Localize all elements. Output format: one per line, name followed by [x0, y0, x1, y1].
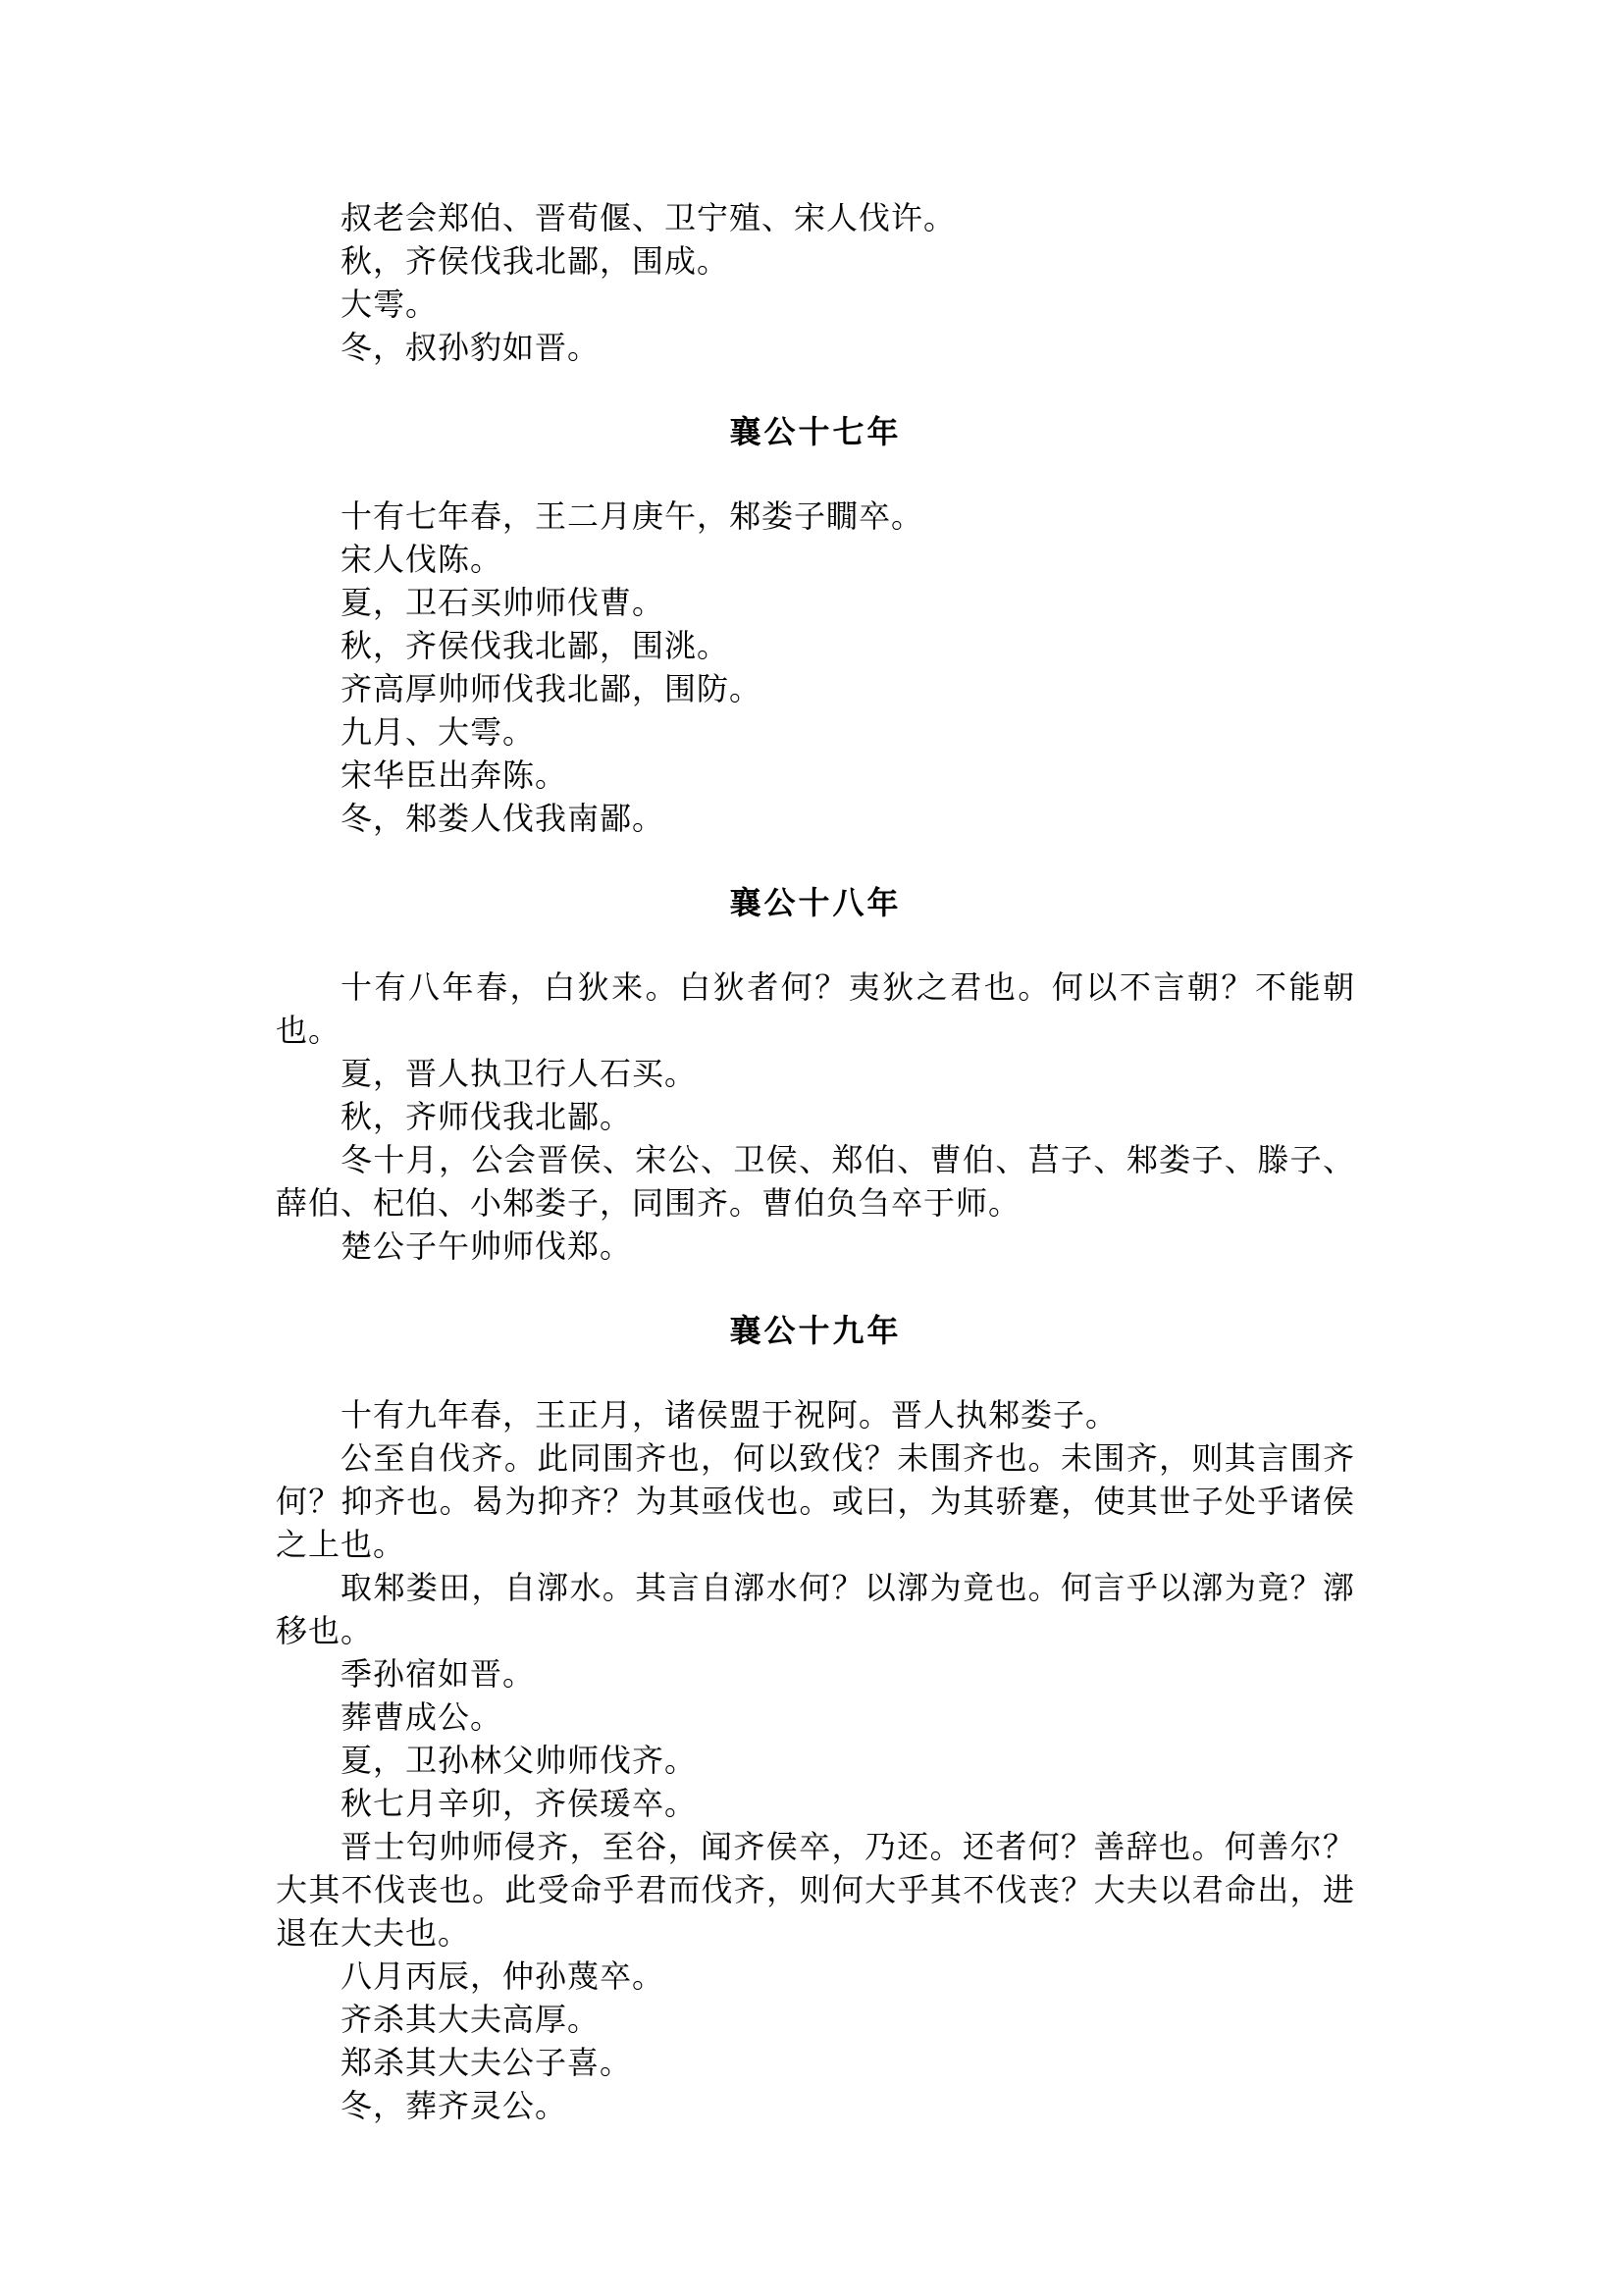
paragraph: 十有八年春，白狄来。白狄者何？夷狄之君也。何以不言朝？不能朝也。 — [276, 968, 1355, 1049]
paragraph: 秋七月辛卯，齐侯瑗卒。 — [341, 1785, 698, 1822]
paragraph: 冬，邾娄人伐我南鄙。 — [341, 800, 665, 837]
paragraph: 冬，叔孙豹如晋。 — [341, 329, 601, 366]
paragraph: 秋，齐侯伐我北鄙，围洮。 — [341, 627, 730, 664]
paragraph: 九月、大雩。 — [341, 713, 536, 751]
section-xianggong-17 — [276, 369, 1355, 840]
paragraph: 晋士匄帅师侵齐，至谷，闻齐侯卒，乃还。还者何？善辞也。何善尔？大其不伐丧也。此受命乎君而伐齐，则何大乎其不伐丧？大夫以君命出，进退在大夫也。 — [276, 1828, 1355, 1952]
paragraph: 夏，卫孙林父帅师伐齐。 — [341, 1742, 698, 1779]
paragraph: 十有七年春，王二月庚午，邾娄子瞯卒。 — [341, 497, 924, 535]
paragraph: 冬十月，公会晋侯、宋公、卫侯、郑伯、曹伯、莒子、邾娄子、滕子、薛伯、杞伯、小邾娄子，同围齐。曹伯负刍卒于师。 — [276, 1141, 1355, 1222]
paragraph: 宋华臣出奔陈。 — [341, 756, 568, 794]
section-continuation — [276, 196, 1355, 369]
section-xianggong-18 — [276, 840, 1355, 1268]
paragraph: 冬，葬齐灵公。 — [341, 2087, 568, 2124]
paragraph: 大雩。 — [341, 286, 439, 323]
paragraph: 葬曹成公。 — [341, 1698, 503, 1736]
paragraph: 公至自伐齐。此同围齐也，何以致伐？未围齐也。未围齐，则其言围齐何？抑齐也。曷为抑齐？为其亟伐也。或曰，为其骄蹇，使其世子处乎诸侯之上也。 — [276, 1439, 1355, 1563]
paragraph: 楚公子午帅师伐郑。 — [341, 1227, 633, 1265]
paragraph: 郑杀其大夫公子喜。 — [341, 2044, 633, 2081]
paragraph: 叔老会郑伯、晋荀偃、卫宁殖、宋人伐许。 — [341, 199, 957, 236]
section-heading: 襄公十七年 — [729, 413, 902, 450]
paragraph: 季孙宿如晋。 — [341, 1655, 536, 1693]
paragraph: 夏，晋人执卫行人石买。 — [341, 1055, 698, 1092]
section-heading: 襄公十九年 — [729, 1312, 902, 1349]
section-xianggong-19 — [276, 1268, 1355, 2127]
paragraph: 十有九年春，王正月，诸侯盟于祝阿。晋人执邾娄子。 — [341, 1396, 1119, 1434]
section-heading: 襄公十八年 — [729, 884, 902, 921]
document-page — [276, 196, 1355, 2127]
paragraph: 夏，卫石买帅师伐曹。 — [341, 584, 665, 621]
paragraph: 秋，齐侯伐我北鄙，围成。 — [341, 242, 730, 280]
paragraph: 八月丙辰，仲孙蔑卒。 — [341, 1957, 665, 1995]
paragraph: 齐杀其大夫高厚。 — [341, 2001, 601, 2038]
paragraph: 宋人伐陈。 — [341, 541, 503, 578]
paragraph: 秋，齐师伐我北鄙。 — [341, 1098, 633, 1135]
paragraph: 齐高厚帅师伐我北鄙，围防。 — [341, 670, 762, 707]
paragraph: 取邾娄田，自漷水。其言自漷水何？以漷为竟也。何言乎以漷为竟？漷移也。 — [276, 1569, 1355, 1649]
